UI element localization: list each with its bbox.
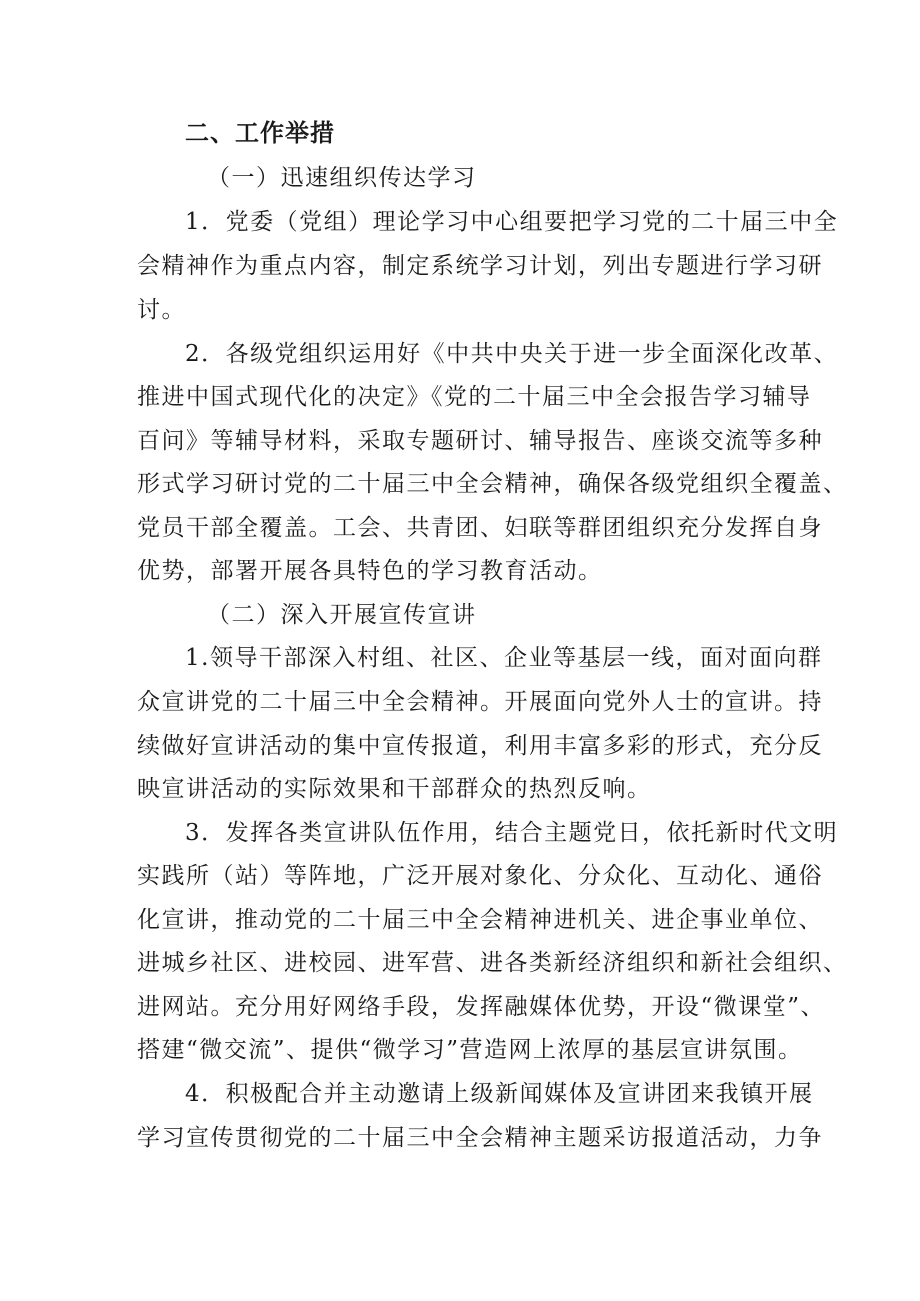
paragraph-line: 百问》等辅导材料，采取专题研讨、辅导报告、座谈交流等多种	[137, 428, 823, 454]
paragraph-line: 搭建“微交流”、提供“微学习”营造网上浓厚的基层宣讲氛围。	[137, 1037, 803, 1063]
paragraph-line: 讨。	[137, 297, 186, 323]
paragraph-line: 化宣讲，推动党的二十届三中全会精神进机关、进企事业单位、	[137, 907, 823, 933]
paragraph-line: 3．发挥各类宣讲队伍作用，结合主题党日，依托新时代文明	[185, 820, 839, 846]
paragraph-line: 优势，部署开展各具特色的学习教育活动。	[137, 558, 603, 584]
paragraph-line: 进网站。充分用好网络手段，发挥融媒体优势，开设“微课堂”、	[137, 994, 826, 1020]
paragraph-line: 众宣讲党的二十届三中全会精神。开展面向党外人士的宣讲。持	[137, 689, 823, 715]
subsection-heading: （一）迅速组织传达学习	[207, 165, 477, 191]
paragraph-line: 1．党委（党组）理论学习中心组要把学习党的二十届三中全	[185, 209, 839, 235]
paragraph-line: 会精神作为重点内容，制定系统学习计划，列出专题进行学习研	[137, 253, 823, 279]
paragraph-line: 2．各级党组织运用好《中共中央关于进一步全面深化改革、	[185, 341, 839, 367]
paragraph-line: 学习宣传贯彻党的二十届三中全会精神主题采访报道活动，力争	[137, 1125, 823, 1151]
subsection-heading: （二）深入开展宣传宣讲	[207, 602, 477, 628]
paragraph-line: 党员干部全覆盖。工会、共青团、妇联等群团组织充分发挥自身	[137, 515, 823, 541]
paragraph-line: 形式学习研讨党的二十届三中全会精神，确保各级党组织全覆盖、	[137, 471, 848, 497]
paragraph-line: 1.领导干部深入村组、社区、企业等基层一线，面对面向群	[185, 645, 823, 671]
paragraph-line: 映宣讲活动的实际效果和干部群众的热烈反响。	[137, 776, 652, 802]
section-heading: 二、工作举措	[185, 119, 335, 147]
paragraph-line: 续做好宣讲活动的集中宣传报道，利用丰富多彩的形式，充分反	[137, 733, 823, 759]
paragraph-line: 推进中国式现代化的决定》《党的二十届三中全会报告学习辅导	[137, 384, 812, 410]
paragraph-line: 4．积极配合并主动邀请上级新闻媒体及宣讲团来我镇开展	[185, 1081, 814, 1107]
paragraph-line: 进城乡社区、进校园、进军营、进各类新经济组织和新社会组织、	[137, 950, 848, 976]
paragraph-line: 实践所（站）等阵地，广泛开展对象化、分众化、互动化、通俗	[137, 863, 823, 889]
